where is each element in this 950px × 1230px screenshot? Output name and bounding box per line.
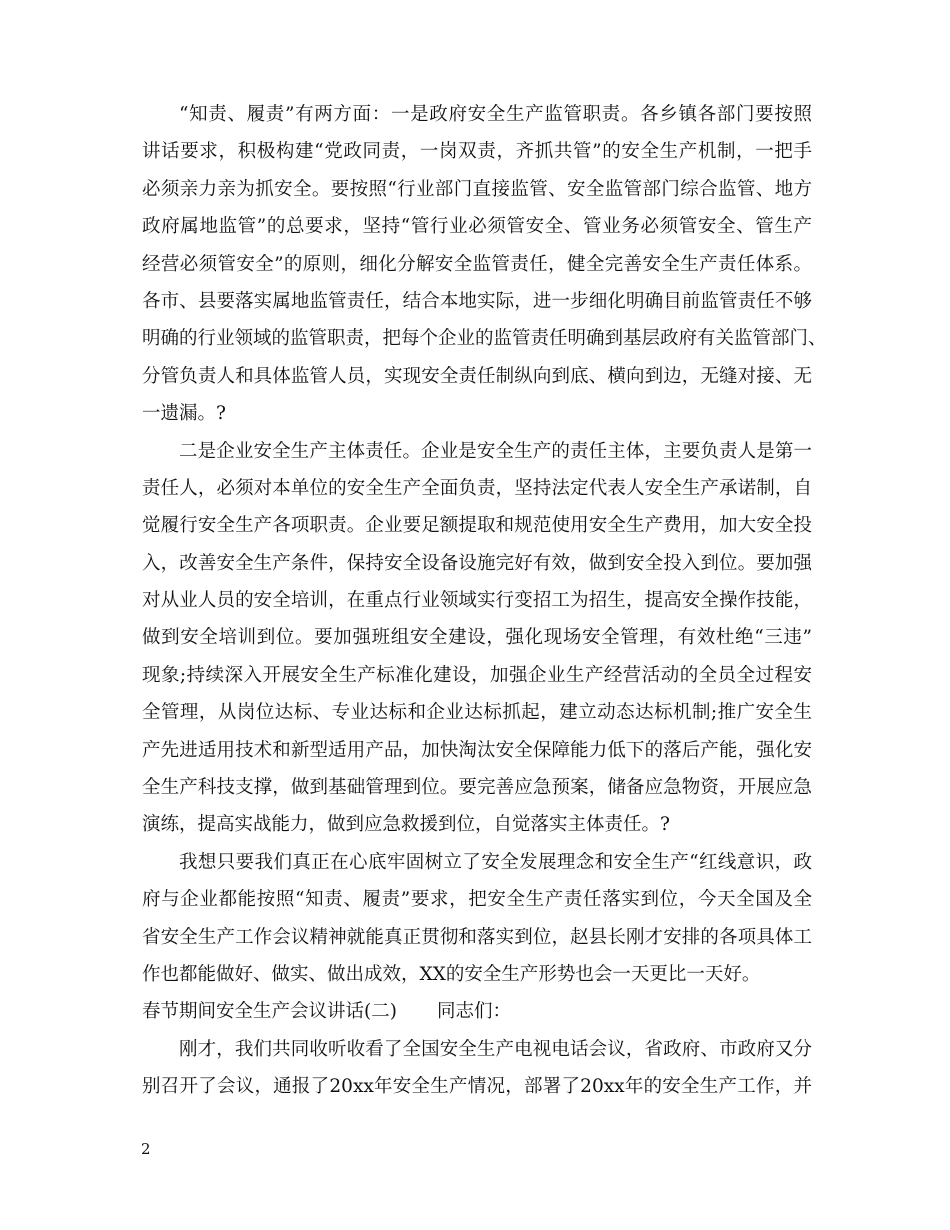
text-line: 全管理，从岗位达标、专业达标和企业达标抓起，建立动态达标机制;推广安全生	[142, 702, 812, 724]
text-line: 明确的行业领域的监管职责，把每个企业的监管责任明确到基层政府有关监管部门、	[142, 328, 827, 350]
text-line: 一遗漏。?	[142, 403, 226, 425]
text-line: 现象;持续深入开展安全生产标准化建设，加强企业生产经营活动的全员全过程安	[142, 664, 812, 686]
text-line: “知责、履责”有两方面：一是政府安全生产监管职责。各乡镇各部门要按照	[179, 104, 812, 125]
page-number: 2	[141, 1140, 151, 1158]
text-line: 对从业人员的安全培训，在重点行业领域实行变招工为招生，提高安全操作技能，	[142, 590, 812, 612]
text-line: 责任人，必须对本单位的安全生产全面负责，坚持法定代表人安全生产承诺制，自	[142, 477, 812, 499]
text-line: 经营必须管安全”的原则，细化分解安全监管责任，健全完善安全生产责任体系。	[142, 253, 812, 275]
text-line: 分管负责人和具体监管人员，实现安全责任制纵向到底、横向到边，无缝对接、无	[142, 365, 812, 387]
text-line: 刚才，我们共同收听收看了全国安全生产电视电话会议，省政府、市政府又分	[179, 1038, 812, 1060]
text-line: 别召开了会议，通报了20xx年安全生产情况，部署了20xx年的安全生产工作，并	[142, 1076, 812, 1098]
text-line: 二是企业安全生产主体责任。企业是安全生产的责任主体，主要负责人是第一	[179, 440, 812, 462]
section-heading	[142, 993, 812, 1030]
text-line: 省安全生产工作会议精神就能真正贯彻和落实到位，赵县长刚才安排的各项具体工	[142, 926, 812, 948]
text-line: 讲话要求，积极构建“党政同责，一岗双责，齐抓共管”的安全生产机制，一把手	[142, 141, 812, 163]
salutation: 同志们：	[436, 1001, 511, 1023]
document-body	[142, 96, 827, 1106]
text-line: 作也都能做好、做实、做出成效，XX的安全生产形势也会一天更比一天好。	[142, 963, 761, 985]
text-line: 府与企业都能按照“知责、履责”要求，把安全生产责任落实到位，今天全国及全	[142, 889, 812, 911]
text-line: 全生产科技支撑，做到基础管理到位。要完善应急预案，储备应急物资，开展应急	[142, 777, 812, 799]
text-line: 产先进适用技术和新型适用产品，加快淘汰安全保障能力低下的落后产能，强化安	[142, 739, 812, 761]
text-line: 各市、县要落实属地监管责任，结合本地实际，进一步细化明确目前监管责任不够	[142, 290, 812, 312]
text-line: 觉履行安全生产各项职责。企业要足额提取和规范使用安全生产费用，加大安全投	[142, 515, 812, 537]
text-line: 入，改善安全生产条件，保持安全设备设施完好有效，做到安全投入到位。要加强	[142, 552, 812, 574]
text-line: 做到安全培训到位。要加强班组安全建设，强化现场安全管理，有效杜绝“三违”	[142, 627, 812, 649]
text-line: 必须亲力亲为抓安全。要按照“行业部门直接监管、安全监管部门综合监管、地方	[142, 178, 812, 200]
text-line: 政府属地监管”的总要求，坚持“管行业必须管安全、管业务必须管安全、管生产	[142, 216, 812, 238]
section-title: 春节期间安全生产会议讲话(二)	[142, 1001, 397, 1023]
text-line: 我想只要我们真正在心底牢固树立了安全发展理念和安全生产“红线意识，政	[179, 851, 812, 873]
text-line: 演练，提高实战能力，做到应急救援到位，自觉落实主体责任。?	[142, 814, 670, 836]
